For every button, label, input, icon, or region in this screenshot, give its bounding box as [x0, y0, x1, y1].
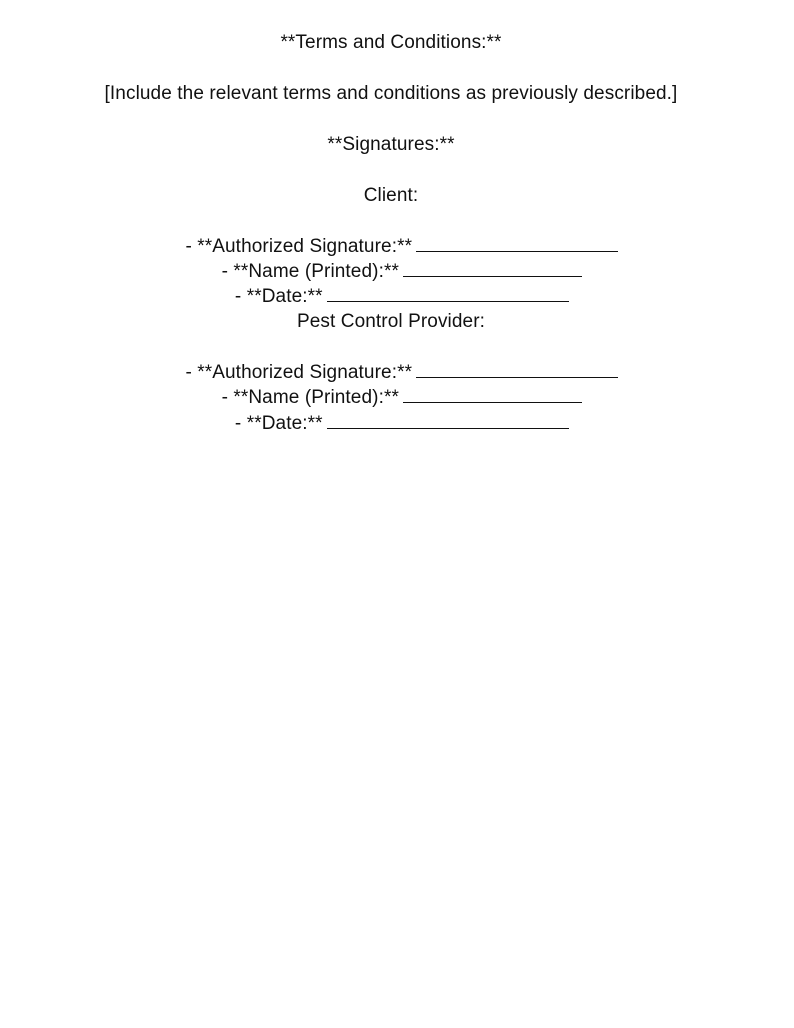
terms-placeholder-text: [Include the relevant terms and conditions as previously described.] — [104, 83, 678, 104]
provider-date-label: - **Date:** — [234, 413, 323, 434]
provider-name-printed-label: - **Name (Printed):** — [221, 387, 399, 408]
provider-date-line[interactable] — [327, 410, 569, 429]
client-date-line[interactable] — [327, 283, 569, 302]
client-heading: Client: — [363, 185, 419, 206]
signatures-heading: **Signatures:** — [327, 134, 455, 155]
provider-authorized-signature-label: - **Authorized Signature:** — [185, 362, 413, 383]
terms-heading: **Terms and Conditions:** — [280, 32, 502, 53]
client-authorized-signature-label: - **Authorized Signature:** — [185, 236, 413, 257]
client-name-printed-label: - **Name (Printed):** — [221, 261, 399, 282]
client-date-label: - **Date:** — [234, 286, 323, 307]
provider-heading: Pest Control Provider: — [296, 311, 486, 332]
provider-date-row — [0, 386, 782, 460]
